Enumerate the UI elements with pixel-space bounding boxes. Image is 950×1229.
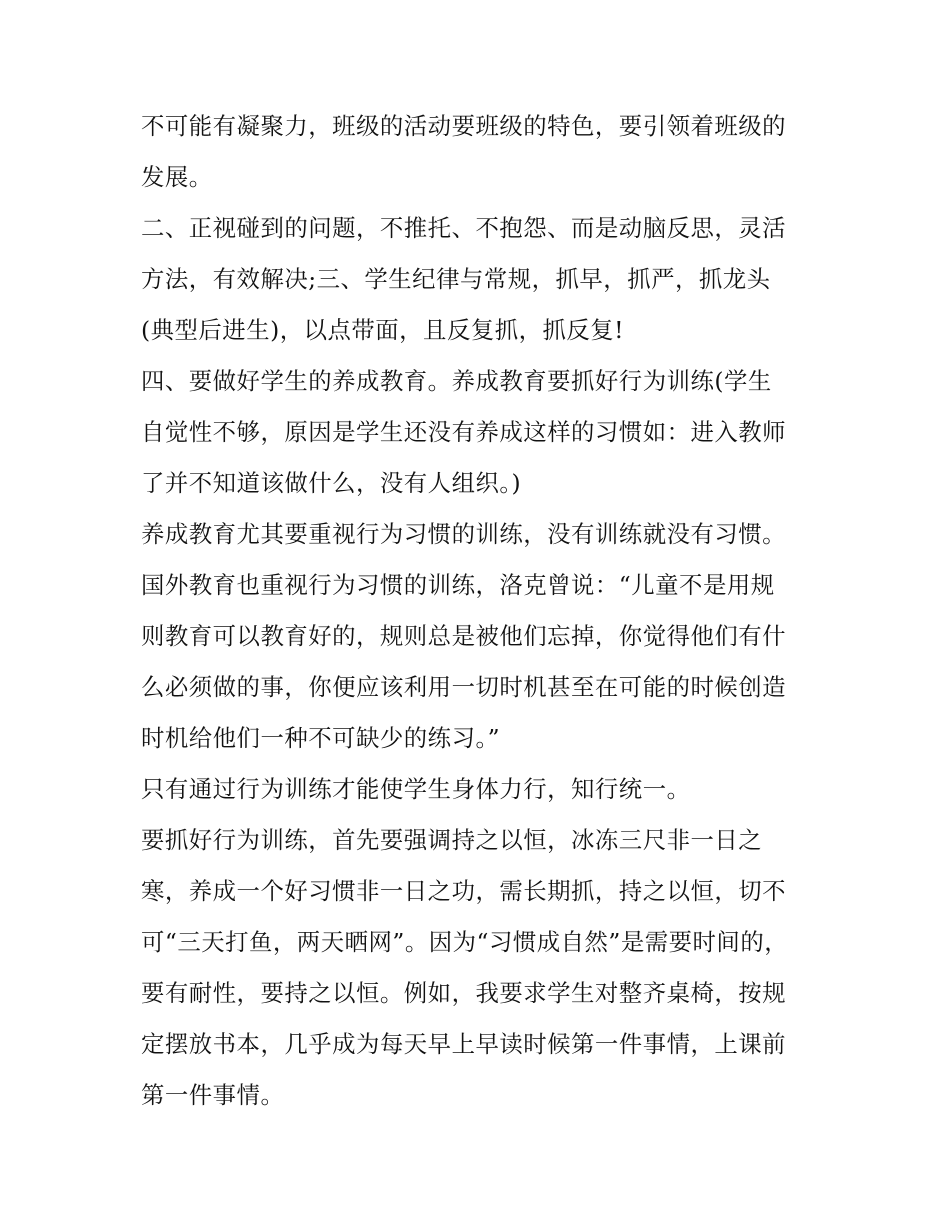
document-body: [141, 101, 813, 1121]
text-line: 国外教育也重视行为习惯的训练，洛克曾说：“儿童不是用规: [141, 571, 775, 599]
text-line: 了并不知道该做什么，没有人组织。): [141, 469, 522, 497]
text-line: 二、正视碰到的问题，不推托、不抱怨、而是动脑反思，灵活: [141, 214, 787, 242]
text-line: 方法，有效解决;三、学生纪律与常规，抓早，抓严，抓龙头: [141, 265, 771, 293]
text-line: 发展。: [141, 163, 213, 191]
text-line: 只有通过行为训练才能使学生身体力行，知行统一。: [141, 775, 691, 803]
text-line: 要抓好行为训练，首先要强调持之以恒，冰冻三尺非一日之: [141, 826, 763, 854]
text-line: 么必须做的事，你便应该利用一切时机甚至在可能的时候创造: [141, 673, 787, 701]
text-line: 要有耐性，要持之以恒。例如，我要求学生对整齐桌椅，按规: [141, 979, 787, 1007]
text-line: 时机给他们一种不可缺少的练习。”: [141, 724, 501, 752]
text-line: 养成教育尤其要重视行为习惯的训练，没有训练就没有习惯。: [141, 520, 787, 548]
text-line: 不可能有凝聚力，班级的活动要班级的特色，要引领着班级的: [141, 112, 787, 140]
text-line: 定摆放书本，几乎成为每天早上早读时候第一件事情，上课前: [141, 1030, 787, 1058]
text-line: 则教育可以教育好的，规则总是被他们忘掉，你觉得他们有什: [141, 622, 787, 650]
text-line: 自觉性不够，原因是学生还没有养成这样的习惯如：进入教师: [141, 418, 787, 446]
text-line: 可“三天打鱼，两天晒网”。因为“习惯成自然”是需要时间的，: [141, 928, 789, 956]
text-line: (典型后进生)，以点带面，且反复抓，抓反复!: [141, 316, 625, 344]
text-line: 寒，养成一个好习惯非一日之功，需长期抓，持之以恒，切不: [141, 877, 787, 905]
text-line: 第一件事情。: [141, 1081, 285, 1109]
text-line: 四、要做好学生的养成教育。养成教育要抓好行为训练(学生: [141, 367, 772, 395]
